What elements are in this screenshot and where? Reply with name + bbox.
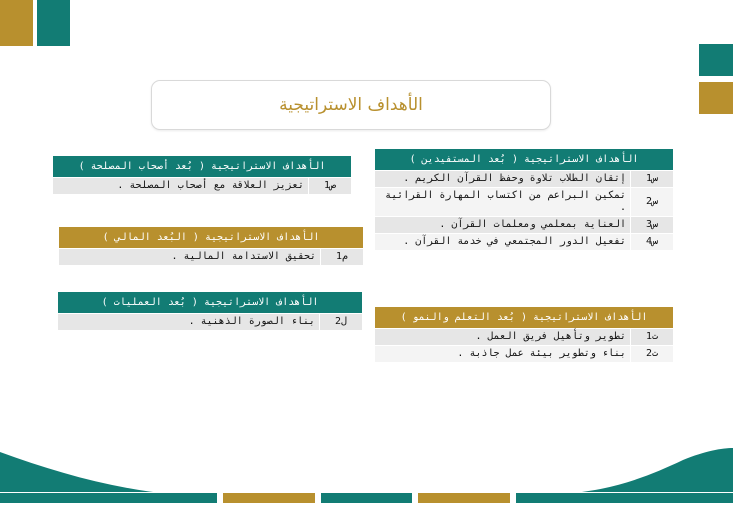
goal-code: س1 [631, 171, 674, 188]
table-row [375, 217, 674, 234]
beneficiaries-header: الأهداف الاستراتيجية ( بُعد المستفيدين ) [375, 149, 674, 171]
table-row [375, 171, 674, 188]
stakeholders-header: الأهداف الاستراتيجية ( بُعد أصحاب المصلحة ) [53, 156, 352, 178]
table-row [375, 234, 674, 251]
table-header-row [59, 227, 364, 249]
goal-text: تفعيل الدور المجتمعي في خدمة القرآن . [375, 234, 631, 251]
deco-gold-square-top-left [0, 0, 33, 46]
financial-header: الأهداف الاستراتيجية ( البُعد المالي ) [59, 227, 364, 249]
goal-text: بناء الصورة الذهنية . [58, 314, 320, 331]
goal-text: تعزيز العلاقة مع أصحاب المصلحة . [53, 178, 309, 195]
table-row [59, 249, 364, 266]
stakeholders-goals-table [52, 155, 352, 195]
financial-goals-table [58, 226, 364, 266]
learning-header: الأهداف الاستراتيجية ( بُعد التعلم والنمو ) [375, 307, 674, 329]
table-row [53, 178, 352, 195]
operations-header: الأهداف الاستراتيجية ( بُعد العمليات ) [58, 292, 363, 314]
table-row [58, 314, 363, 331]
learning-goals-table [374, 306, 674, 363]
operations-goals-table [57, 291, 363, 331]
table-row [375, 346, 674, 363]
table-row [375, 188, 674, 217]
goal-text: إتقان الطلاب تلاوة وحفظ القرآن الكريم . [375, 171, 631, 188]
goal-code: م1 [321, 249, 364, 266]
table-row [375, 329, 674, 346]
goal-code: س2 [631, 188, 674, 217]
page-title-text: الأهداف الاستراتيجية [279, 95, 423, 115]
table-header-row [375, 307, 674, 329]
page-title [151, 80, 551, 130]
goal-code: ت1 [631, 329, 674, 346]
goal-text: العناية بمعلمي ومعلمات القرآن . [375, 217, 631, 234]
goal-code: ت2 [631, 346, 674, 363]
table-header-row [58, 292, 363, 314]
goal-text: تحقيق الاستدامة المالية . [59, 249, 321, 266]
table-header-row [375, 149, 674, 171]
goal-text: بناء وتطوير بيئة عمل جاذبة . [375, 346, 631, 363]
goal-code: س3 [631, 217, 674, 234]
deco-gold-square-right [699, 82, 733, 114]
deco-teal-square-right [699, 44, 733, 76]
beneficiaries-goals-table [374, 148, 674, 251]
goal-code: س4 [631, 234, 674, 251]
goal-code: ص1 [309, 178, 352, 195]
table-header-row [53, 156, 352, 178]
deco-teal-square-top-left [37, 0, 70, 46]
goal-text: تمكين البراعم من اكتساب المهارة القرائية . [375, 188, 631, 217]
goal-text: تطوير وتأهيل فريق العمل . [375, 329, 631, 346]
goal-code: ل2 [320, 314, 363, 331]
